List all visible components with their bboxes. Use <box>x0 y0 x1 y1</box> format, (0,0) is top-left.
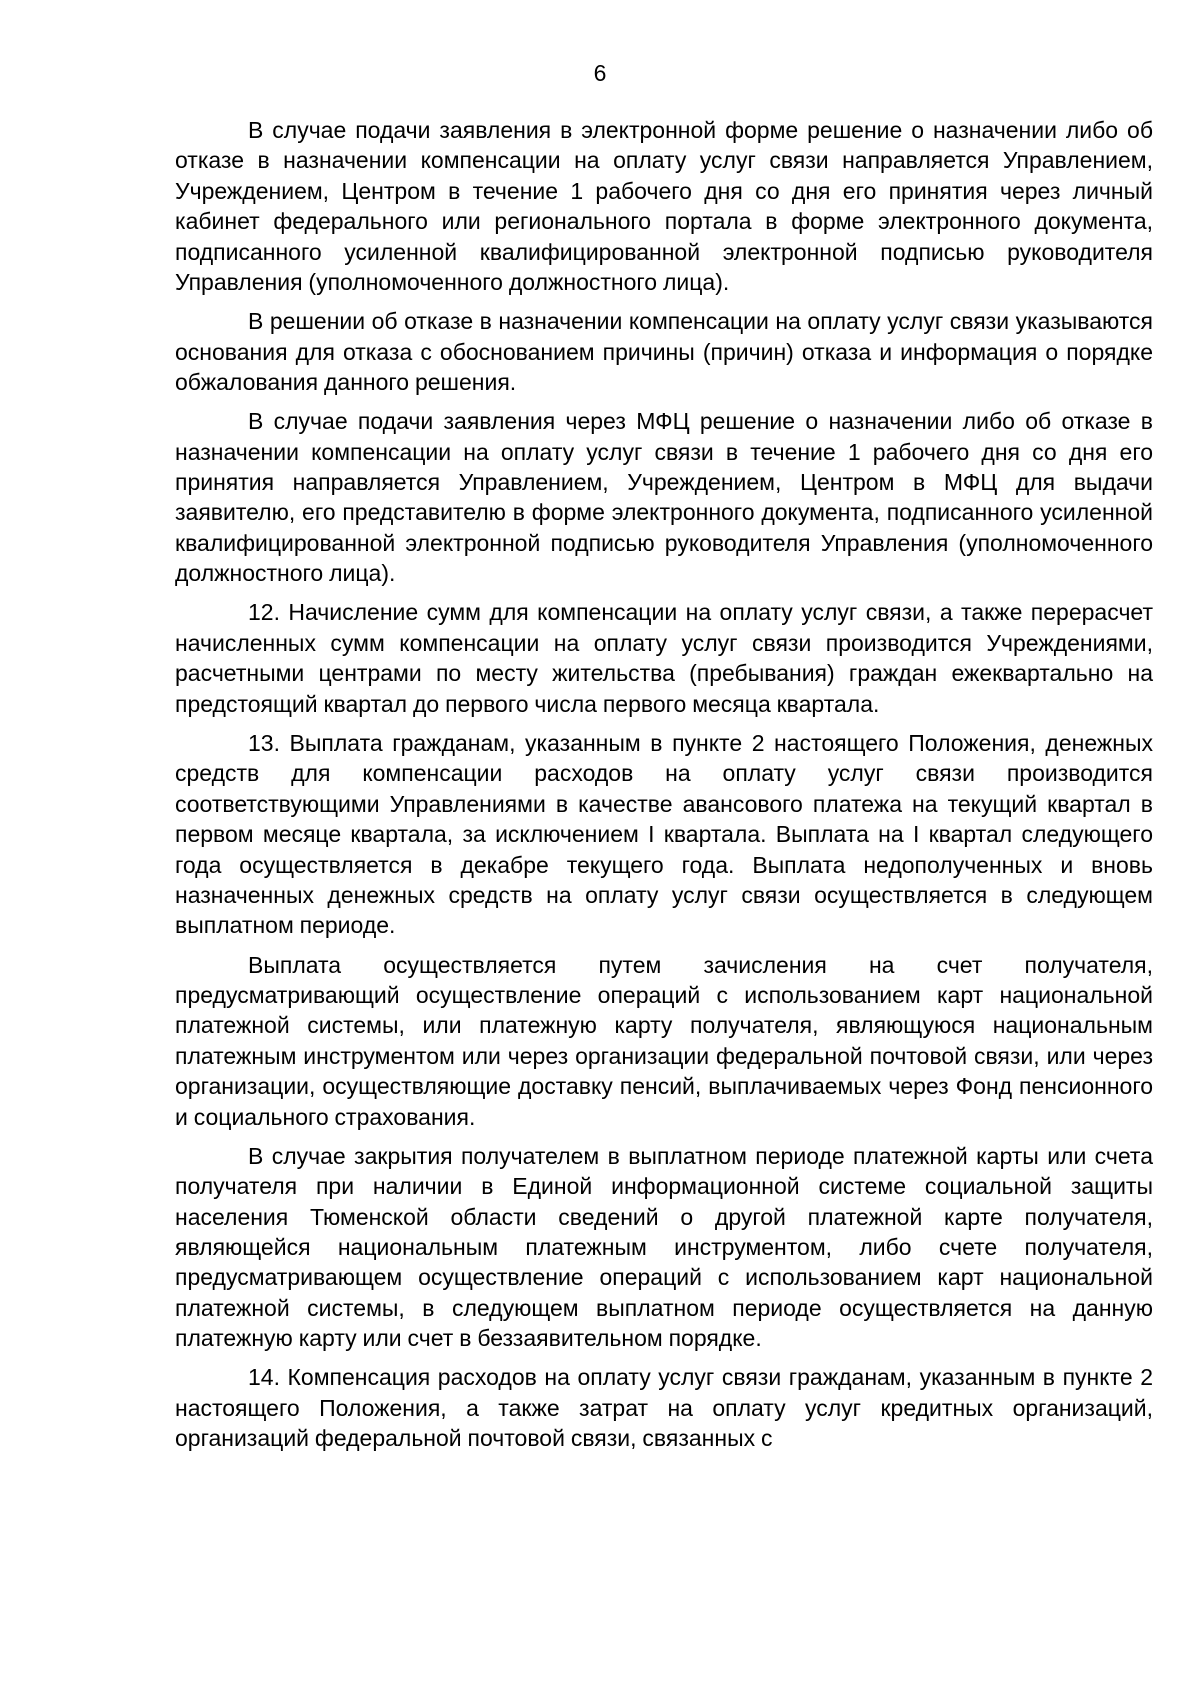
page-number: 6 <box>593 60 607 86</box>
paragraph-card-closure: В случае закрытия получателем в выплатном периоде платежной карты или счета получателя при наличии в Единой информационной системе социальной защиты населения Тюменской области сведений о другой платежной карте получателя, являющейся национальным платежным инструментом, либо счете получателя, предусматривающем осуществление операций с использованием карт национальной платежной системы, в следующем выплатном периоде осуществляется на данную платежную карту или счет в беззаявительном порядке. <box>175 1142 1153 1352</box>
document-body <box>175 115 1153 1462</box>
paragraph-item-14: 14. Компенсация расходов на оплату услуг связи гражданам, указанным в пункте 2 настоящего Положения, а также затрат на оплату услуг кредитных организаций, организаций федеральной почтовой связи, связанных с <box>175 1364 1153 1452</box>
paragraph-refusal-grounds: В решении об отказе в назначении компенсации на оплату услуг связи указываются основания для отказа с обоснованием причины (причин) отказа и информация о порядке обжалования данного решения. <box>175 308 1153 396</box>
paragraph-payment-method: Выплата осуществляется путем зачисления на счет получателя, предусматривающий осуществление операций с использованием карт национальной платежной системы, или платежную карту получателя, являющуюся национальным платежным инструментом или через организации федеральной почтовой связи, или через организации, осуществляющие доставку пенсий, выплачиваемых через Фонд пенсионного и социального страхования. <box>175 951 1153 1130</box>
paragraph-item-12: 12. Начисление сумм для компенсации на оплату услуг связи, а также перерасчет начисленных сумм компенсации на оплату услуг связи производится Учреждениями, расчетными центрами по месту жительства (пребывания) граждан ежеквартально на предстоящий квартал до первого числа первого месяца квартала. <box>175 599 1153 717</box>
paragraph-mfc-decision: В случае подачи заявления через МФЦ решение о назначении либо об отказе в назначении компенсации на оплату услуг связи в течение 1 рабочего дня со дня его принятия направляется Управлением, Учреждением, Центром в МФЦ для выдачи заявителю, его представителю в форме электронного документа, подписанного усиленной квалифицированной электронной подписью руководителя Управления (уполномоченного должностного лица). <box>175 408 1153 587</box>
paragraph-item-13: 13. Выплата гражданам, указанным в пункте 2 настоящего Положения, денежных средств для компенсации расходов на оплату услуг связи производится соответствующими Управлениями в качестве авансового платежа на текущий квартал в первом месяце квартала, за исключением I квартала. Выплата на I квартал следующего года осуществляется в декабре текущего года. Выплата недополученных и вновь назначенных денежных средств на оплату услуг связи осуществляется в следующем выплатном периоде. <box>175 729 1153 939</box>
paragraph-electronic-decision: В случае подачи заявления в электронной форме решение о назначении либо об отказе в назначении компенсации на оплату услуг связи направляется Управлением, Учреждением, Центром в течение 1 рабочего дня со дня его принятия через личный кабинет федерального или регионального портала в форме электронного документа, подписанного усиленной квалифицированной электронной подписью руководителя Управления (уполномоченного должностного лица). <box>175 117 1153 296</box>
